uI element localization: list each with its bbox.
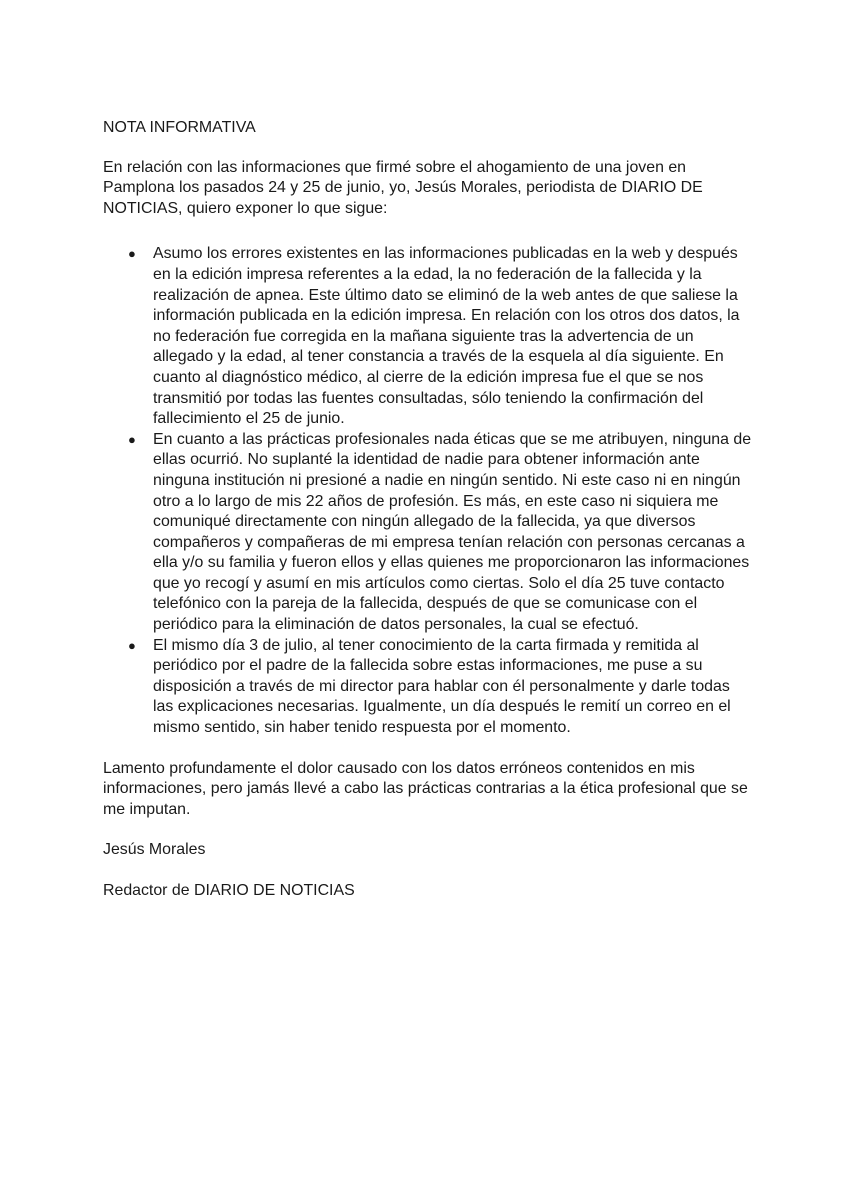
signature-role: Redactor de DIARIO DE NOTICIAS	[103, 882, 355, 899]
list-item	[103, 430, 753, 636]
document-title: NOTA INFORMATIVA	[103, 119, 256, 136]
intro-paragraph: En relación con las informaciones que firmé sobre el ahogamiento de una joven en Pamplona los pasados 24 y 25 de junio, yo, Jesús Morales, periodista de DIARIO DE NOTICIAS, quiero exponer lo que sigue:	[103, 158, 703, 217]
list-item-text: El mismo día 3 de julio, al tener conocimiento de la carta firmada y remitida al periódico por el padre de la fallecida sobre estas informaciones, me puse a su disposición a través de mi director para hablar con él personalmente y darle todas las explicaciones necesarias. Igualmente, un día después le remití un correo en el mismo sentido, sin haber tenido respuesta por el momento.	[153, 636, 731, 737]
signature-name: Jesús Morales	[103, 841, 206, 859]
closing-paragraph: Lamento profundamente el dolor causado con los datos erróneos contenidos en mis informaciones, pero jamás llevé a cabo las prácticas contrarias a la ética profesional que se me imputan.	[103, 759, 748, 818]
bullet-icon: ●	[128, 637, 136, 653]
list-item	[103, 244, 753, 429]
statement-list	[103, 244, 753, 738]
list-item-text: Asumo los errores existentes en las informaciones publicadas en la web y después en la edición impresa referentes a la edad, la no federación de la fallecida y la realización de apnea. Este último dato se eliminó de la web antes de que saliese la información publicada en la edición impresa. En relación con los otros dos datos, la no federación fue corregida en la mañana siguiente tras la advertencia de un allegado y la edad, al tener constancia a través de la esquela al día siguiente. En cuanto al diagnóstico médico, al cierre de la edición impresa fue el que se nos transmitió por todas las fuentes consultadas, sólo teniendo la confirmación del fallecimiento el 25 de junio.	[153, 245, 740, 428]
bullet-icon: ●	[128, 246, 136, 262]
bullet-icon: ●	[128, 431, 136, 447]
list-item	[103, 636, 753, 739]
document-body	[103, 118, 753, 902]
list-item-text: En cuanto a las prácticas profesionales nada éticas que se me atribuyen, ninguna de ellas ocurrió. No suplanté la identidad de nadie para obtener información ante ninguna institución ni presioné a nadie en ningún sentido. Ni este caso ni en ningún otro a lo largo de mis 22 años de profesión. Es más, en este caso ni siquiera me comuniqué directamente con ningún allegado de la fallecida, ya que diversos compañeros y compañeras de mi empresa tenían relación con personas cercanas a ella y/o su familia y fueron ellos y ellas quienes me proporcionaron las informaciones que yo recogí y asumí en mis artículos como ciertas. Solo el día 25 tuve contacto telefónico con la pareja de la fallecida, después de que se comunicase con el periódico para la eliminación de datos personales, la cual se efectuó.	[153, 430, 752, 634]
